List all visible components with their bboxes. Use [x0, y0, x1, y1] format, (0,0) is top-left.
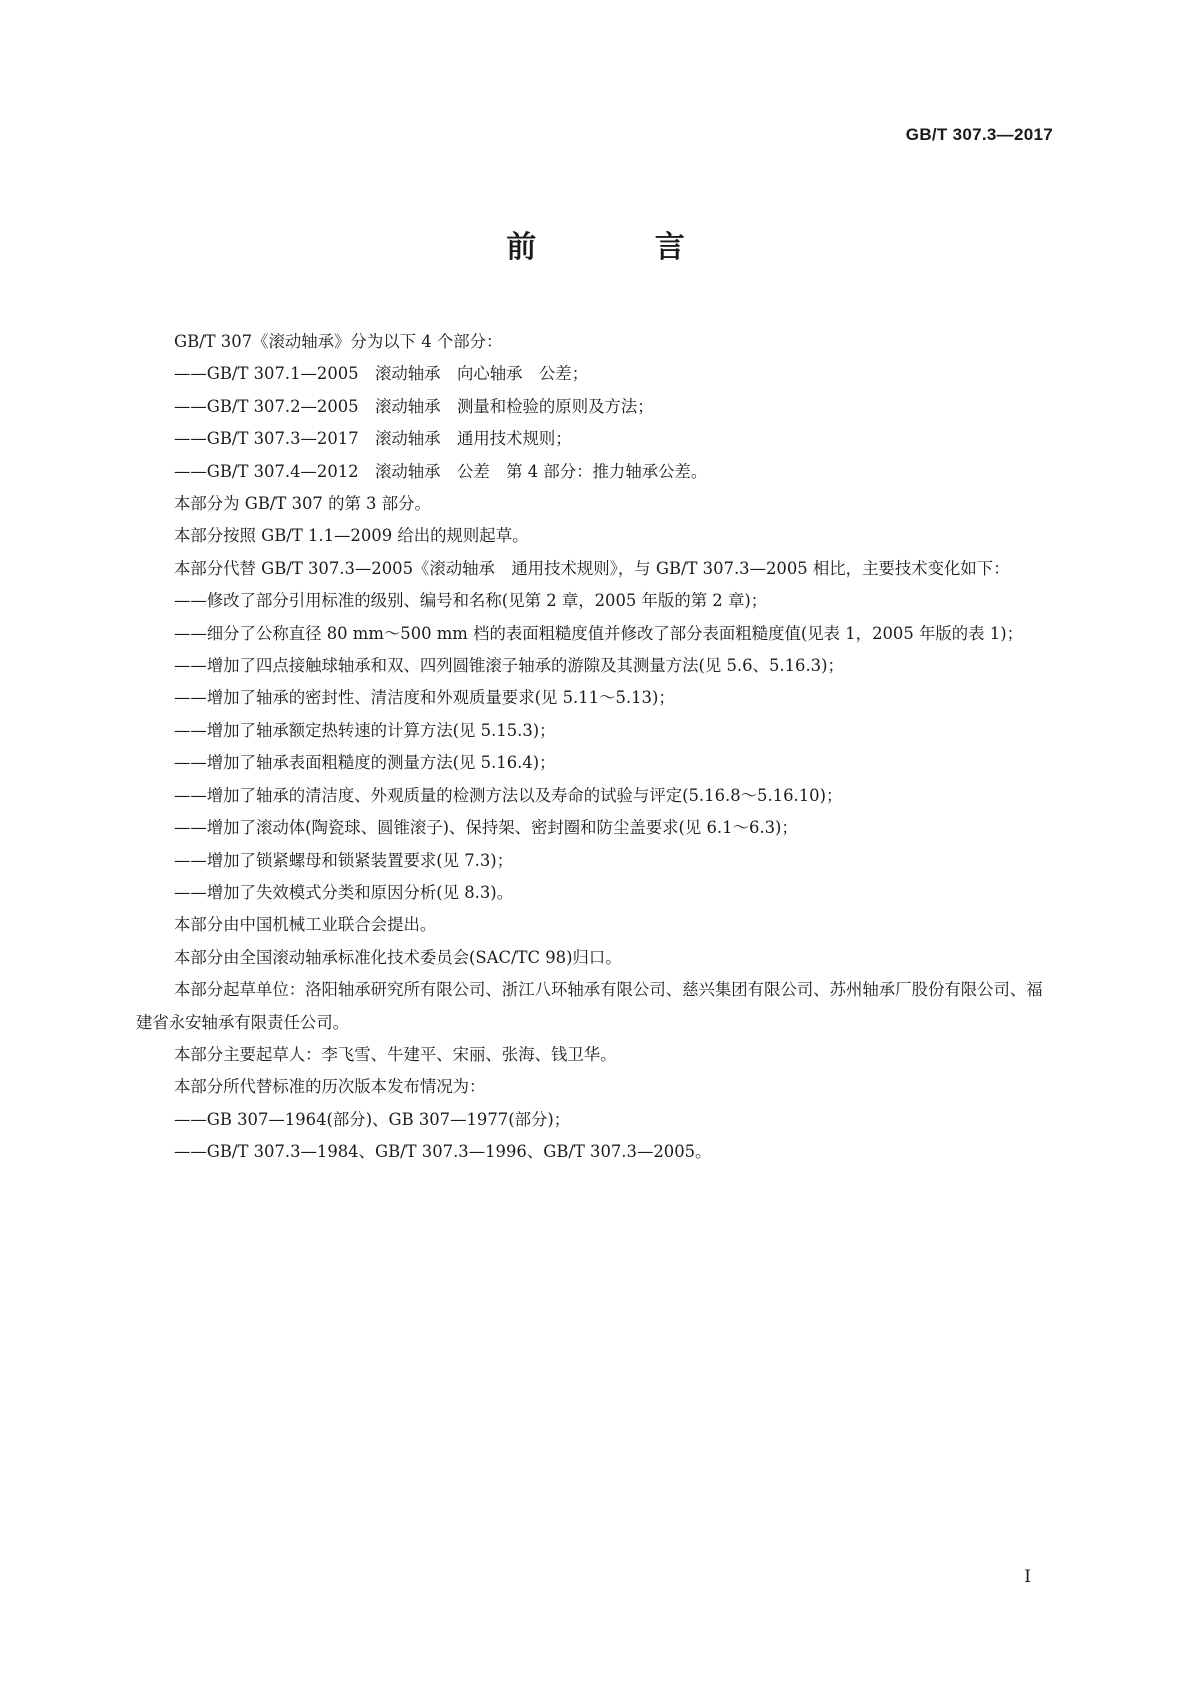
- list-item: ——GB/T 307.4—2012 滚动轴承 公差 第 4 部分：推力轴承公差。: [174, 461, 708, 481]
- paragraph: 本部分为 GB/T 307 的第 3 部分。: [174, 494, 431, 514]
- list-item: ——GB/T 307.3—2017 滚动轴承 通用技术规则；: [174, 429, 572, 449]
- list-item: ——增加了四点接触球轴承和双、四列圆锥滚子轴承的游隙及其测量方法(见 5.6、5.16.3)；: [174, 656, 844, 676]
- list-item: ——增加了轴承的清洁度、外观质量的检测方法以及寿命的试验与评定(5.16.8～5.16.10)；: [174, 785, 843, 805]
- list-item: ——增加了失效模式分类和原因分析(见 8.3)。: [174, 882, 514, 902]
- standard-code: GB/T 307.3—2017: [905, 125, 1053, 144]
- list-item: ——修改了部分引用标准的级别、编号和名称(见第 2 章，2005 年版的第 2 章)；: [174, 591, 768, 611]
- paragraph: 本部分由中国机械工业联合会提出。: [174, 915, 437, 935]
- paragraph: 本部分由全国滚动轴承标准化技术委员会(SAC/TC 98)归口。: [174, 947, 622, 967]
- list-item: ——GB 307—1964(部分)、GB 307—1977(部分)；: [174, 1109, 571, 1129]
- page-number: I: [1024, 1567, 1031, 1587]
- paragraph: 本部分主要起草人：李飞雪、牛建平、宋丽、张海、钱卫华。: [174, 1044, 617, 1064]
- list-item: ——GB/T 307.3—1984、GB/T 307.3—1996、GB/T 307.3—2005。: [174, 1142, 712, 1162]
- paragraph: 本部分按照 GB/T 1.1—2009 给出的规则起草。: [174, 526, 529, 546]
- list-item: ——增加了轴承表面粗糙度的测量方法(见 5.16.4)；: [174, 753, 556, 773]
- list-item: ——增加了轴承的密封性、清洁度和外观质量要求(见 5.11～5.13)；: [174, 688, 675, 708]
- page-title: 前 言: [506, 230, 739, 265]
- paragraph: 本部分起草单位：洛阳轴承研究所有限公司、浙江八环轴承有限公司、慈兴集团有限公司、苏州轴承厂股份有限公司、福建省永安轴承有限责任公司。: [136, 980, 1043, 1032]
- list-item: ——增加了滚动体(陶瓷球、圆锥滚子)、保持架、密封圈和防尘盖要求(见 6.1～6.3)；: [174, 818, 798, 838]
- list-item: ——细分了公称直径 80 mm～500 mm 档的表面粗糙度值并修改了部分表面粗糙度值(见表 1，2005 年版的表 1)；: [174, 623, 1023, 643]
- list-item: ——GB/T 307.1—2005 滚动轴承 向心轴承 公差；: [174, 364, 589, 384]
- list-item: ——GB/T 307.2—2005 滚动轴承 测量和检验的原则及方法；: [174, 396, 654, 416]
- paragraph: 本部分所代替标准的历次版本发布情况为：: [174, 1077, 486, 1097]
- list-item: ——增加了锁紧螺母和锁紧装置要求(见 7.3)；: [174, 850, 514, 870]
- foreword-body: [136, 326, 1056, 1169]
- list-item: ——增加了轴承额定热转速的计算方法(见 5.15.3)；: [174, 720, 556, 740]
- paragraph: 本部分代替 GB/T 307.3—2005《滚动轴承 通用技术规则》，与 GB/T 307.3—2005 相比，主要技术变化如下：: [174, 558, 1010, 578]
- paragraph: GB/T 307《滚动轴承》分为以下 4 个部分：: [174, 332, 503, 351]
